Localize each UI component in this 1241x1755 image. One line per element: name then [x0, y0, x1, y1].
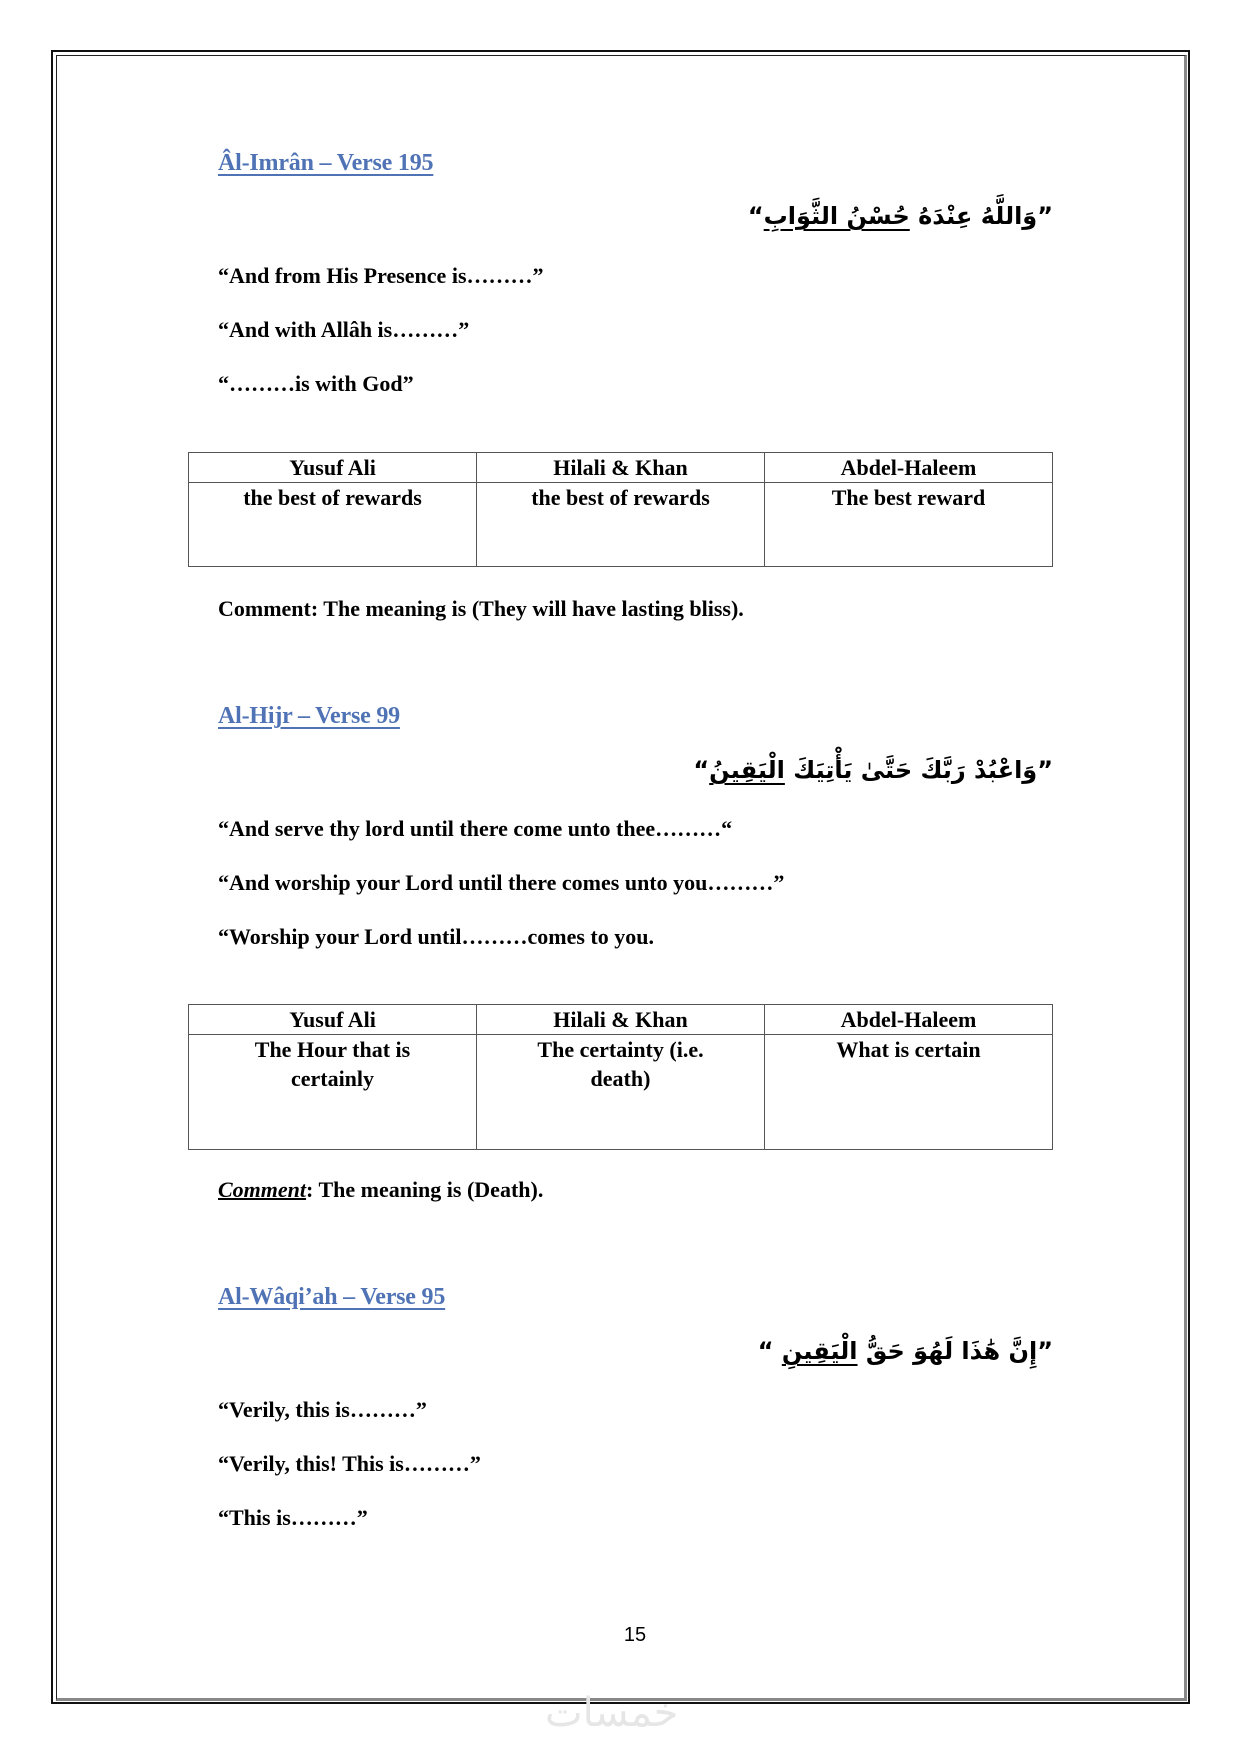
table-cell — [765, 483, 1053, 567]
arabic-key-term: الْيَقِينِ — [781, 1337, 858, 1365]
page-number: 15 — [623, 1624, 647, 1646]
table-cell — [765, 1035, 1053, 1150]
translation-quote: “And worship your Lord until there comes unto you………” — [218, 870, 785, 895]
table-cell — [477, 483, 765, 567]
translation-quote: “Worship your Lord until………comes to you. — [218, 924, 654, 949]
arabic-verse-text: ”وَاعْبُدْ رَبَّكَ حَتَّىٰ يَأْتِيَكَ — [784, 756, 1053, 784]
section-heading-al-hijr[interactable]: Al-Hijr – Verse 99 — [218, 703, 400, 729]
column-header-abdel-haleem: Abdel-Haleem — [765, 1005, 1053, 1035]
arabic-key-term: حُسْنُ الثَّوَابِ — [763, 202, 910, 230]
column-header-abdel-haleem: Abdel-Haleem — [765, 453, 1053, 483]
cell-text: The best reward — [831, 485, 986, 510]
translation-quote: “Verily, this is………” — [218, 1397, 427, 1422]
comment-label: Comment — [218, 1177, 307, 1202]
arabic-key-term: الْيَقِينُ — [709, 756, 785, 784]
comment-text: : The meaning is (Death). — [306, 1177, 544, 1202]
comment — [218, 1177, 543, 1203]
arabic-verse-text: ”وَاللَّهُ عِنْدَهُ — [909, 202, 1053, 230]
comment-label: Comment — [218, 596, 311, 621]
cell-text: The Hour that is certainly — [254, 1037, 411, 1091]
cell-text: the best of rewards — [243, 485, 422, 510]
cell-text: What is certain — [836, 1037, 981, 1062]
table-row — [189, 1035, 1053, 1150]
table-row — [189, 483, 1053, 567]
watermark-logo: خمسات — [545, 1690, 679, 1736]
section-heading-al-imran[interactable]: Âl-Imrân – Verse 195 — [218, 150, 434, 176]
arabic-verse — [693, 756, 1053, 784]
arabic-verse — [758, 1337, 1053, 1365]
translation-quote: “This is………” — [218, 1505, 368, 1530]
arabic-quote-mark: “ — [693, 756, 710, 784]
table-cell — [189, 1035, 477, 1150]
arabic-verse — [748, 202, 1053, 230]
translations-table — [188, 452, 1053, 567]
column-header-hilali-khan: Hilali & Khan — [477, 453, 765, 483]
arabic-quote-mark: “ — [757, 1337, 782, 1365]
cell-text: The certainty (i.e. death) — [537, 1037, 704, 1091]
column-header-yusuf-ali: Yusuf Ali — [189, 453, 477, 483]
comment-text: : The meaning is (They will have lasting bliss). — [310, 596, 744, 621]
translation-quote: “And from His Presence is………” — [218, 263, 544, 288]
cell-text: the best of rewards — [531, 485, 710, 510]
column-header-yusuf-ali: Yusuf Ali — [189, 1005, 477, 1035]
table-header-row — [189, 1005, 1053, 1035]
translation-quote: “Verily, this! This is………” — [218, 1451, 481, 1476]
translation-quote: “And with Allâh is………” — [218, 317, 470, 342]
section-heading-al-waqiah[interactable]: Al-Wâqi’ah – Verse 95 — [218, 1284, 446, 1310]
column-header-hilali-khan: Hilali & Khan — [477, 1005, 765, 1035]
table-cell — [477, 1035, 765, 1150]
comment — [218, 596, 744, 622]
translation-quote: “………is with God” — [218, 371, 414, 396]
arabic-verse-text: ”إِنَّ هَٰذَا لَهُوَ حَقُّ — [857, 1337, 1053, 1365]
translation-quote: “And serve thy lord until there come unto thee………“ — [218, 816, 733, 841]
arabic-quote-mark: “ — [747, 202, 764, 230]
table-cell — [189, 483, 477, 567]
table-header-row — [189, 453, 1053, 483]
translations-table — [188, 1004, 1053, 1150]
